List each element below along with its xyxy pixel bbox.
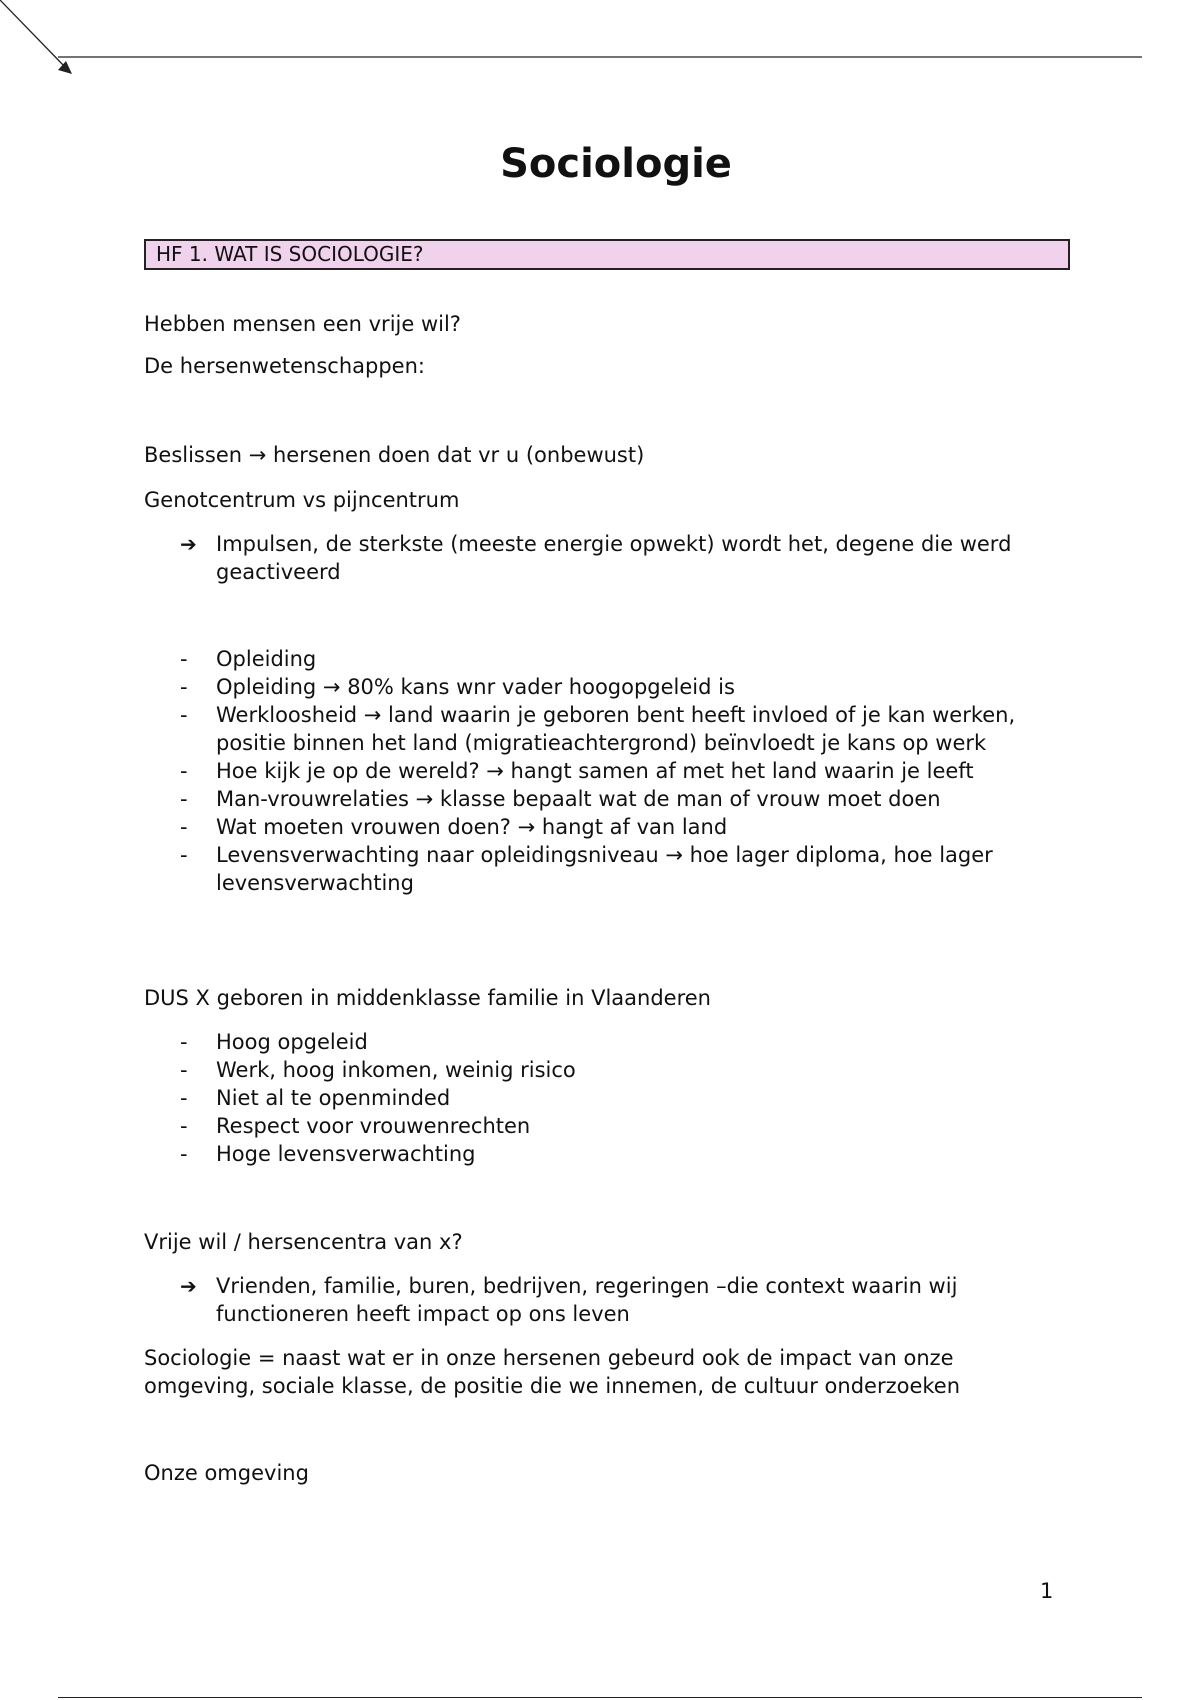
list-item-text: Respect voor vrouwenrechten: [216, 1114, 531, 1138]
list-item-text: Opleiding → 80% kans wnr vader hoogopgeleid is: [216, 675, 735, 699]
list-item: [180, 1056, 1060, 1084]
arrow-point-text: Vrienden, familie, buren, bedrijven, regeringen –die context waarin wij functioneren heeft impact op ons leven: [216, 1274, 958, 1326]
list-item: [180, 1028, 1060, 1056]
arrow-point-context: [180, 1272, 1060, 1328]
list-item-text: Levensverwachting naar opleidingsniveau → hoe lager diploma, hoe lager levensverwachting: [216, 843, 993, 895]
list-item-text: Hoog opgeleid: [216, 1030, 368, 1054]
page-title: Sociologie: [500, 141, 732, 187]
list-item-text: Werk, hoog inkomen, weinig risico: [216, 1058, 576, 1082]
corner-arrowhead-icon: [58, 61, 72, 74]
outcome-list: [180, 1028, 1060, 1168]
dash-bullet: -: [180, 759, 188, 783]
arrow-right-icon: ➔: [180, 1274, 197, 1298]
dash-bullet: -: [180, 815, 188, 839]
list-item-text: Wat moeten vrouwen doen? → hangt af van land: [216, 815, 728, 839]
factor-list: [180, 645, 1060, 897]
list-item-text: Man-vrouwrelaties → klasse bepaalt wat de man of vrouw moet doen: [216, 787, 941, 811]
dash-bullet: -: [180, 675, 188, 699]
paragraph-sociology-definition: Sociologie = naast wat er in onze hersenen gebeurd ook de impact van onze omgeving, sociale klasse, de positie die we innemen, de cultuur onderzoeken: [144, 1346, 961, 1398]
footer-rule: [58, 1697, 1142, 1698]
list-item-text: Werkloosheid → land waarin je geboren bent heeft invloed of je kan werken, positie binnen het land (migratieachtergrond) beïnvloedt je kans op werk: [216, 703, 1016, 755]
arrow-point-impulses: [180, 530, 1060, 586]
list-item: [180, 645, 1060, 673]
list-item: [180, 841, 1060, 897]
paragraph-free-will-x: Vrije wil / hersencentra van x?: [144, 1230, 463, 1254]
list-item: [180, 1112, 1060, 1140]
chapter-heading: HF 1. WAT IS SOCIOLOGIE?: [144, 239, 1070, 270]
list-item-text: Opleiding: [216, 647, 317, 671]
paragraph-decide: Beslissen → hersenen doen dat vr u (onbewust): [144, 443, 645, 467]
paragraph-our-environment: Onze omgeving: [144, 1461, 309, 1485]
dash-bullet: -: [180, 1114, 188, 1138]
dash-bullet: -: [180, 1086, 188, 1110]
list-item-text: Hoge levensverwachting: [216, 1142, 476, 1166]
list-item: [180, 813, 1060, 841]
list-item: [180, 1140, 1060, 1168]
dash-bullet: -: [180, 647, 188, 671]
list-item: [180, 1084, 1060, 1112]
paragraph-pleasure-pain: Genotcentrum vs pijncentrum: [144, 488, 460, 512]
arrow-point-text: Impulsen, de sterkste (meeste energie opwekt) wordt het, degene die werd geactiveerd: [216, 532, 1012, 584]
diagonal-corner-line: [0, 0, 66, 68]
dash-bullet: -: [180, 1058, 188, 1082]
list-item: [180, 701, 1060, 757]
list-item: [180, 785, 1060, 813]
list-item: [180, 757, 1060, 785]
dash-bullet: -: [180, 1030, 188, 1054]
paragraph-free-will: Hebben mensen een vrije wil?: [144, 312, 461, 336]
dash-bullet: -: [180, 843, 188, 867]
list-item-text: Hoe kijk je op de wereld? → hangt samen af met het land waarin je leeft: [216, 759, 974, 783]
paragraph-dus-x: DUS X geboren in middenklasse familie in Vlaanderen: [144, 986, 711, 1010]
list-item: [180, 673, 1060, 701]
dash-bullet: -: [180, 1142, 188, 1166]
dash-bullet: -: [180, 703, 188, 727]
page-number: 1: [1040, 1579, 1054, 1603]
list-item-text: Niet al te openminded: [216, 1086, 451, 1110]
paragraph-brain-science: De hersenwetenschappen:: [144, 354, 425, 378]
dash-bullet: -: [180, 787, 188, 811]
arrow-right-icon: ➔: [180, 532, 197, 556]
